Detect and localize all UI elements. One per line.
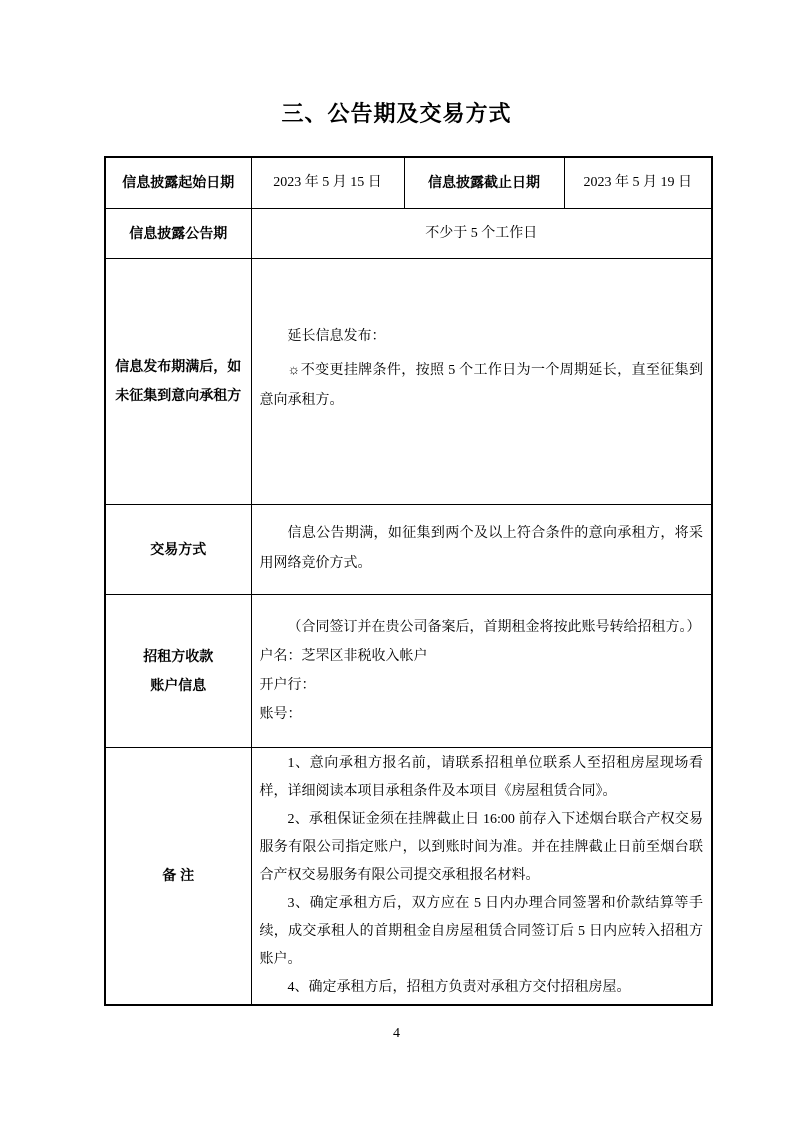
trade-method-label: 交易方式 xyxy=(105,504,251,594)
disclosure-end-value: 2023 年 5 月 19 日 xyxy=(564,157,712,208)
table-row xyxy=(105,208,712,258)
account-info-label-line1: 招租方收款 xyxy=(143,647,214,664)
remark-label: 备 注 xyxy=(105,747,251,1005)
announcement-table xyxy=(104,156,713,1006)
announcement-period-value: 不少于 5 个工作日 xyxy=(251,208,712,258)
table-row xyxy=(105,747,712,1005)
table-row xyxy=(105,258,712,504)
extension-option-text: 不变更挂牌条件，按照 5 个工作日为一个周期延长，直至征集到意向承租方。 xyxy=(259,363,703,408)
sun-bullet-icon: ☼ xyxy=(287,363,301,378)
account-info-label-line2: 账户信息 xyxy=(150,676,207,693)
account-bank: 开户行： xyxy=(259,677,316,693)
remark-item: 3、确定承租方后，双方应在 5 日内办理合同签署和价款结算等手续，成交承租人的首期租金自房屋租赁合同签订后 5 日内应转入招租方账户。 xyxy=(259,895,703,967)
announcement-period-label: 信息披露公告期 xyxy=(105,208,251,258)
account-name: 户名：芝罘区非税收入帐户 xyxy=(259,648,428,664)
account-note: （合同签订并在贵公司备案后，首期租金将按此账号转给招租方。） xyxy=(287,619,701,635)
extension-content xyxy=(251,258,712,504)
table-row xyxy=(105,157,712,208)
disclosure-start-value: 2023 年 5 月 15 日 xyxy=(251,157,404,208)
section-title: 三、公告期及交易方式 xyxy=(281,101,512,126)
trade-method-content xyxy=(251,504,712,594)
remark-content xyxy=(251,747,712,1005)
trade-method-text: 信息公告期满，如征集到两个及以上符合条件的意向承租方，将采用网络竞价方式。 xyxy=(259,526,703,571)
remark-item: 1、意向承租方报名前，请联系招租单位联系人至招租房屋现场看样，详细阅读本项目承租条件及本项目《房屋租赁合同》。 xyxy=(259,755,703,799)
extension-option xyxy=(260,356,704,416)
account-info-content xyxy=(251,594,712,747)
account-number: 账号： xyxy=(259,706,302,722)
extension-heading: 延长信息发布： xyxy=(287,329,386,344)
remark-item: 4、确定承租方后，招租方负责对承租方交付招租房屋。 xyxy=(287,979,631,995)
disclosure-end-label: 信息披露截止日期 xyxy=(404,157,564,208)
page-number: 4 xyxy=(393,1026,400,1041)
account-info-label xyxy=(105,594,251,747)
extension-label: 信息发布期满后，如未征集到意向承租方 xyxy=(105,258,251,504)
disclosure-start-label: 信息披露起始日期 xyxy=(105,157,251,208)
table-row xyxy=(105,504,712,594)
table-row xyxy=(105,594,712,747)
remark-item: 2、承租保证金须在挂牌截止日 16:00 前存入下述烟台联合产权交易服务有限公司指定账户，以到账时间为准。并在挂牌截止日前至烟台联合产权交易服务有限公司提交承租报名材料。 xyxy=(259,811,703,883)
